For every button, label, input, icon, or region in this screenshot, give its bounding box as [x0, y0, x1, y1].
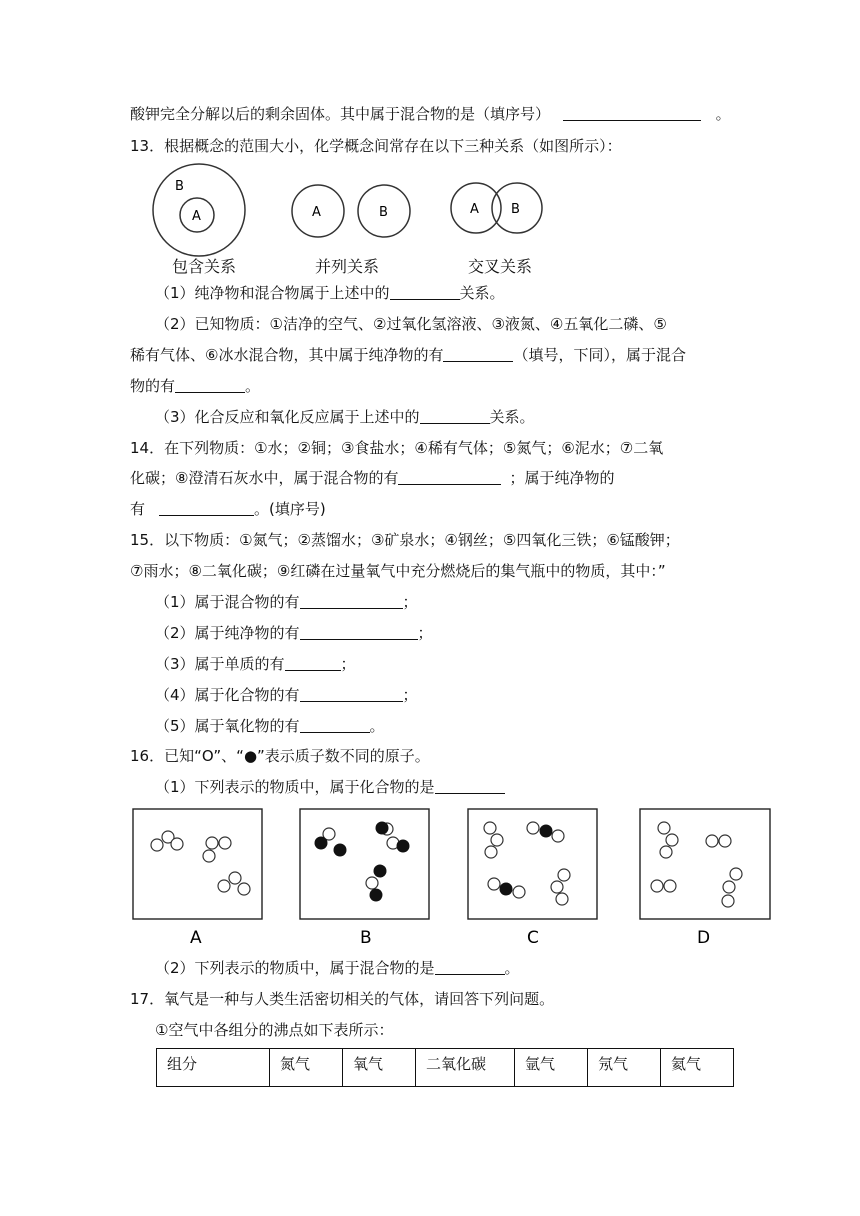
- q16-part1: [155, 777, 505, 797]
- q13-part2-line1: （2）已知物质：①洁净的空气、②过氧化氢溶液、③液氮、④五氧化二磷、⑤: [155, 315, 667, 333]
- answer-blank[interactable]: [398, 469, 501, 485]
- q15-line2: ⑦雨水；⑧二氧化碳；⑨红磷在过量氧气中充分燃烧后的集气瓶中的物质，其中：”: [130, 562, 666, 580]
- q13-part2-text: 稀有气体、⑥冰水混合物，其中属于纯净物的有: [130, 346, 444, 364]
- q16-part2-text: （2）下列表示的物质中，属于混合物的是: [155, 959, 435, 977]
- q15-item-end: 。: [369, 717, 385, 735]
- particle-model-figure: [128, 803, 778, 953]
- table-header-cell: 氧气: [343, 1049, 416, 1087]
- q15-item-text: （2）属于纯净物的有: [155, 624, 300, 642]
- answer-blank[interactable]: [300, 686, 403, 702]
- q15-item-3: [155, 654, 356, 674]
- rel-label-inclusion: 包含关系: [172, 257, 237, 276]
- q13-part3-text: （3）化合反应和氧化反应属于上述中的: [155, 408, 420, 426]
- q13-part2-line3: [130, 376, 260, 396]
- q14-line2-text: 化碳；⑧澄清石灰水中，属于混合物的有: [130, 469, 399, 487]
- answer-blank[interactable]: [175, 377, 245, 393]
- inclusion-label-b: B: [175, 179, 184, 194]
- table-header-cell: 二氧化碳: [416, 1049, 515, 1087]
- q16-stem: 16．已知“O”、“●”表示质子数不同的原子。: [130, 747, 430, 765]
- q12-tail-line: [130, 104, 731, 124]
- box-b: [300, 809, 429, 919]
- q15-item-1: [155, 592, 418, 612]
- q13-part1-text: （1）纯净物和混合物属于上述中的: [155, 284, 390, 302]
- q15-item-4: [155, 685, 418, 705]
- q14-line3-text: 有: [130, 500, 146, 518]
- q15-item-end: ；: [402, 593, 418, 611]
- q16-part2: [155, 958, 520, 978]
- answer-blank[interactable]: [435, 778, 505, 794]
- q13-part1-end: 关系。: [459, 284, 505, 302]
- intersect-label-a: A: [470, 202, 479, 217]
- q16-part2-end: 。: [504, 959, 520, 977]
- answer-blank[interactable]: [563, 105, 701, 121]
- table-header-cell: 氦气: [661, 1049, 734, 1087]
- q14-line2: [130, 468, 614, 488]
- q13-part2-end: 。: [245, 377, 261, 395]
- rel-label-parallel: 并列关系: [315, 257, 380, 276]
- box-label-b: B: [360, 928, 372, 948]
- q15-item-5: [155, 716, 385, 736]
- answer-blank[interactable]: [159, 500, 254, 516]
- table-header-cell: 组分: [157, 1049, 270, 1087]
- q12-tail-end: 。: [715, 105, 731, 123]
- parallel-label-b: B: [379, 205, 388, 220]
- rel-label-intersect: 交叉关系: [468, 257, 533, 276]
- q15-item-text: （1）属于混合物的有: [155, 593, 300, 611]
- q13-part2-mid: （填号，下同），属于混合: [513, 346, 686, 364]
- q17-sub1: ①空气中各组分的沸点如下表所示：: [155, 1021, 394, 1039]
- q13-part2-line2: [130, 345, 686, 365]
- q14-line3-end: 。(填序号): [254, 500, 326, 518]
- answer-blank[interactable]: [443, 346, 513, 362]
- answer-blank[interactable]: [300, 624, 418, 640]
- table-header-cell: 氮气: [270, 1049, 343, 1087]
- answer-blank[interactable]: [420, 408, 490, 424]
- q15-item-end: ；: [417, 624, 433, 642]
- q13-part2-text2: 物的有: [130, 377, 176, 395]
- q15-item-text: （3）属于单质的有: [155, 655, 285, 673]
- q14-line2-end: ；属于纯净物的: [509, 469, 615, 487]
- q15-item-text: （4）属于化合物的有: [155, 686, 300, 704]
- table-row: [157, 1049, 734, 1087]
- intersect-label-b: B: [511, 202, 520, 217]
- q14-line1: 14．在下列物质：①水；②铜；③食盐水；④稀有气体；⑤氮气；⑥泥水；⑦二氧: [130, 439, 664, 457]
- q16-part1-text: （1）下列表示的物质中，属于化合物的是: [155, 778, 435, 796]
- boiling-point-table: [156, 1048, 734, 1087]
- box-label-a: A: [190, 928, 202, 948]
- q13-part3-end: 关系。: [489, 408, 535, 426]
- answer-blank[interactable]: [435, 959, 505, 975]
- q17-stem: 17．氧气是一种与人类生活密切相关的气体，请回答下列问题。: [130, 990, 555, 1008]
- answer-blank[interactable]: [390, 284, 460, 300]
- inclusion-label-a: A: [192, 209, 201, 224]
- table-header-cell: 氖气: [588, 1049, 661, 1087]
- box-label-c: C: [527, 928, 539, 948]
- q13-part1: [155, 283, 505, 303]
- q15-item-text: （5）属于氧化物的有: [155, 717, 300, 735]
- q13-part3: [155, 407, 535, 427]
- q15-line1: 15．以下物质：①氮气；②蒸馏水；③矿泉水；④钢丝；⑤四氧化三铁；⑥锰酸钾；: [130, 531, 680, 549]
- q15-item-2: [155, 623, 433, 643]
- q13-stem: 13．根据概念的范围大小，化学概念间常存在以下三种关系（如图所示）：: [130, 137, 622, 155]
- box-label-d: D: [697, 928, 711, 948]
- table-header-cell: 氩气: [515, 1049, 588, 1087]
- q14-line3: [130, 499, 326, 519]
- answer-blank[interactable]: [300, 593, 403, 609]
- box-a: [133, 809, 262, 919]
- answer-blank[interactable]: [285, 655, 341, 671]
- parallel-label-a: A: [312, 205, 321, 220]
- q15-item-end: ；: [340, 655, 356, 673]
- answer-blank[interactable]: [300, 717, 370, 733]
- q15-item-end: ；: [402, 686, 418, 704]
- q12-tail-text: 酸钾完全分解以后的剩余固体。其中属于混合物的是（填序号）: [130, 105, 551, 123]
